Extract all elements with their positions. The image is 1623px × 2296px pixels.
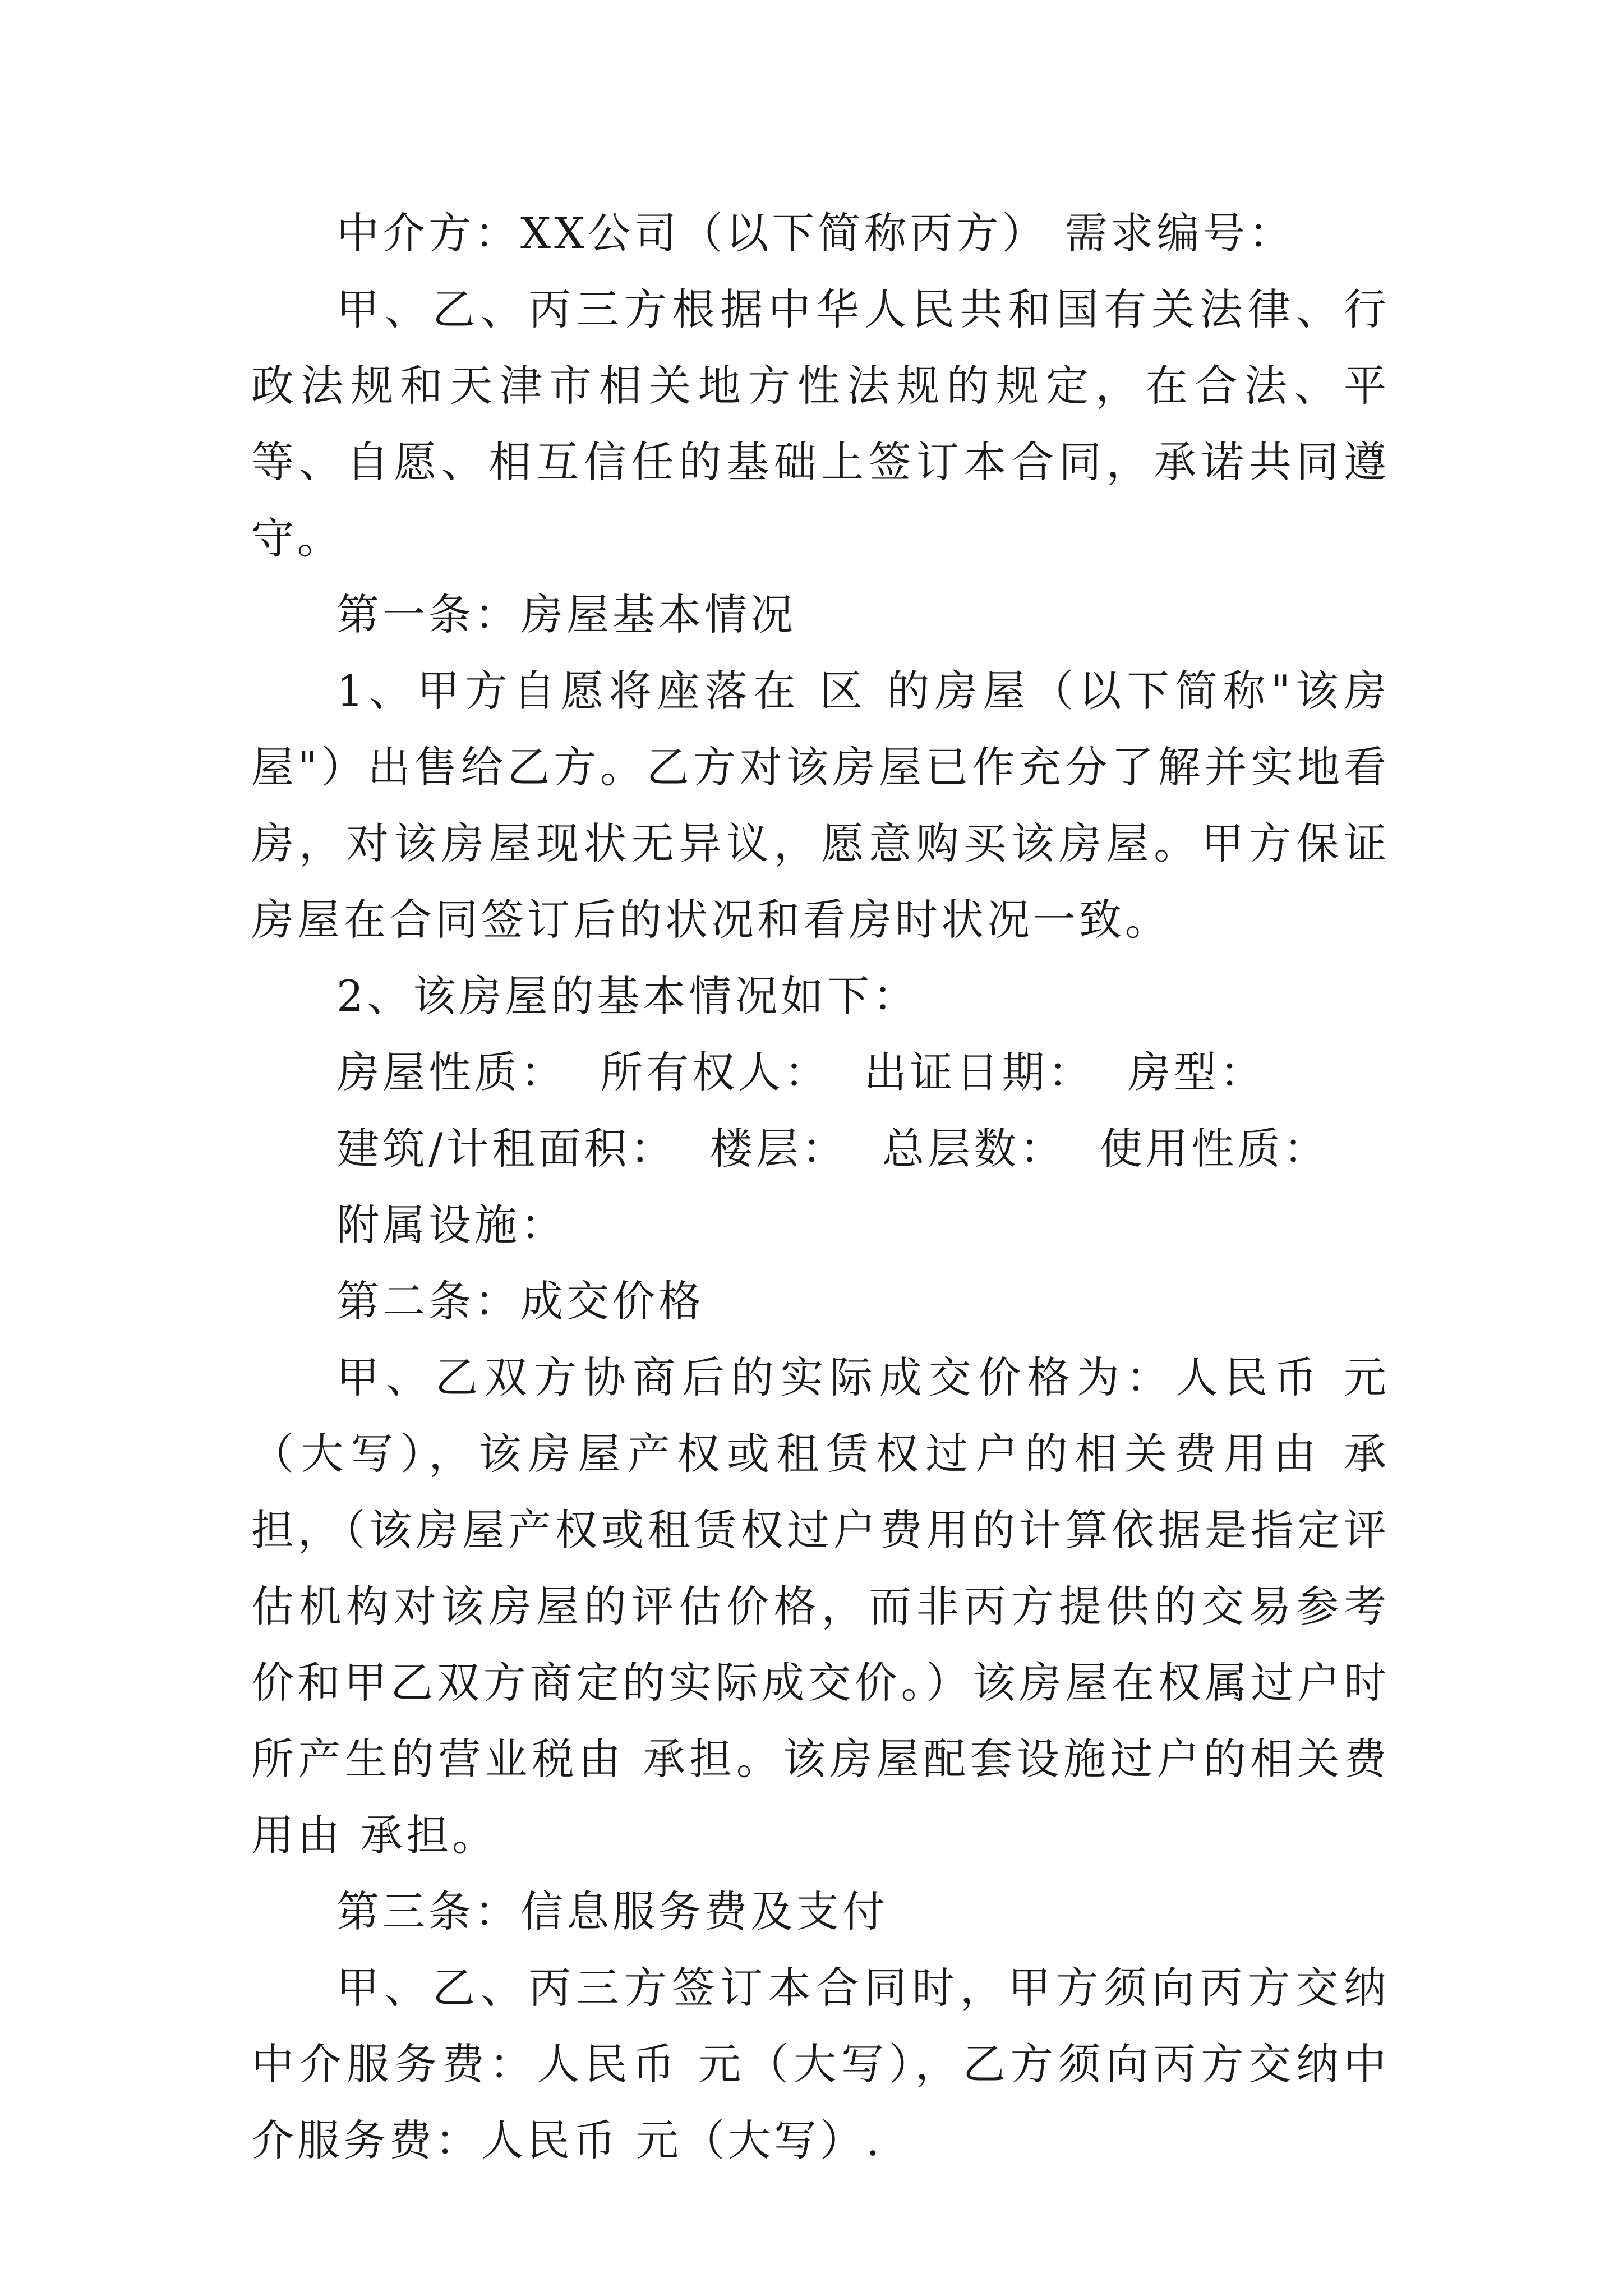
article-3-paragraph: 甲、乙、丙三方签订本合同时，甲方须向丙方交纳中介服务费：人民币 元（大写），乙方须向丙方交纳中介服务费：人民币 元（大写）. (251, 1963, 1390, 2165)
article-1-clause-1: 1、甲方自愿将座落在 区 的房屋（以下简称"该房屋"）出售给乙方。乙方对该房屋已作充分了解并实地看房，对该房屋现状无异议，愿意购买该房屋。甲方保证房屋在合同签订后的状况和看房时状况一致。 (251, 666, 1390, 945)
article-1-clause-2: 2、该房屋的基本情况如下： (336, 971, 919, 1021)
property-fields-line-1: 房屋性质： 所有权人： 出证日期： 房型： (336, 1047, 1266, 1097)
document-page (251, 195, 1390, 2179)
preamble-paragraph: 甲、乙、丙三方根据中华人民共和国有关法律、行政法规和天津市相关地方性法规的规定，在合法、平等、自愿、相互信任的基础上签订本合同，承诺共同遵守。 (251, 284, 1390, 563)
article-2-paragraph: 甲、乙双方协商后的实际成交价格为：人民币 元（大写），该房屋产权或租赁权过户的相关费用由 承担，（该房屋产权或租赁权过户费用的计算依据是指定评估机构对该房屋的评估价格，而非丙方提供的交易参考价和甲乙双方商定的实际成交价。）该房屋在权属过户时所产生的营业税由 承担。该房屋配套设施过户的相关费用由 承担。 (251, 1352, 1390, 1860)
property-fields-line-2: 建筑/计租面积： 楼层： 总层数： 使用性质： (336, 1124, 1330, 1174)
article-3-heading: 第三条：信息服务费及支付 (336, 1887, 888, 1936)
ancillary-facilities-line: 附属设施： (336, 1200, 566, 1250)
article-2-heading: 第二条：成交价格 (336, 1276, 704, 1326)
article-1-heading: 第一条：房屋基本情况 (336, 590, 796, 639)
intermediary-line: 中介方：XX公司（以下简称丙方） 需求编号： (336, 208, 1295, 258)
